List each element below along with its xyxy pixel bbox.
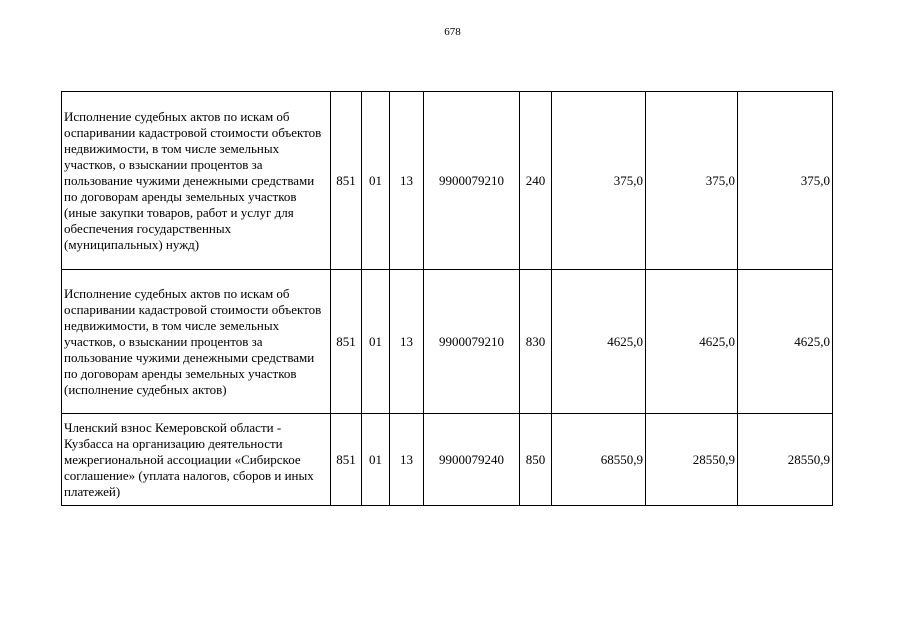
row-section-code: 01 xyxy=(362,92,390,270)
row-amount-2: 4625,0 xyxy=(646,270,738,414)
row-expense-type: 830 xyxy=(520,270,552,414)
row-amount-3: 28550,9 xyxy=(738,414,833,506)
row-ministry-code: 851 xyxy=(331,270,362,414)
row-amount-2: 375,0 xyxy=(646,92,738,270)
row-amount-2: 28550,9 xyxy=(646,414,738,506)
row-amount-3: 375,0 xyxy=(738,92,833,270)
row-amount-3: 4625,0 xyxy=(738,270,833,414)
row-target-article: 9900079210 xyxy=(424,270,520,414)
row-description: Исполнение судебных актов по искам об оспаривании кадастровой стоимости объектов недвижимости, в том числе земельных участков, о взыскании процентов за пользование чужими денежными средствами по договорам аренды земельных участков (иные закупки товаров, работ и услуг для обеспечения государственных (муниципальных) нужд) xyxy=(62,92,331,270)
table-row xyxy=(62,92,833,270)
row-expense-type: 240 xyxy=(520,92,552,270)
row-subsection-code: 13 xyxy=(390,92,424,270)
row-ministry-code: 851 xyxy=(331,92,362,270)
row-expense-type: 850 xyxy=(520,414,552,506)
row-subsection-code: 13 xyxy=(390,270,424,414)
row-amount-1: 4625,0 xyxy=(552,270,646,414)
row-description: Членский взнос Кемеровской области - Кузбасса на организацию деятельности межрегиональной ассоциации «Сибирское соглашение» (уплата налогов, сборов и иных платежей) xyxy=(62,414,331,506)
row-ministry-code: 851 xyxy=(331,414,362,506)
row-section-code: 01 xyxy=(362,270,390,414)
table-row xyxy=(62,270,833,414)
row-target-article: 9900079240 xyxy=(424,414,520,506)
row-amount-1: 68550,9 xyxy=(552,414,646,506)
row-description: Исполнение судебных актов по искам об оспаривании кадастровой стоимости объектов недвижимости, в том числе земельных участков, о взыскании процентов за пользование чужими денежными средствами по договорам аренды земельных участков (исполнение судебных актов) xyxy=(62,270,331,414)
row-amount-1: 375,0 xyxy=(552,92,646,270)
page-number: 678 xyxy=(444,26,461,38)
row-target-article: 9900079210 xyxy=(424,92,520,270)
budget-table xyxy=(61,91,833,506)
row-subsection-code: 13 xyxy=(390,414,424,506)
row-section-code: 01 xyxy=(362,414,390,506)
table-row xyxy=(62,414,833,506)
